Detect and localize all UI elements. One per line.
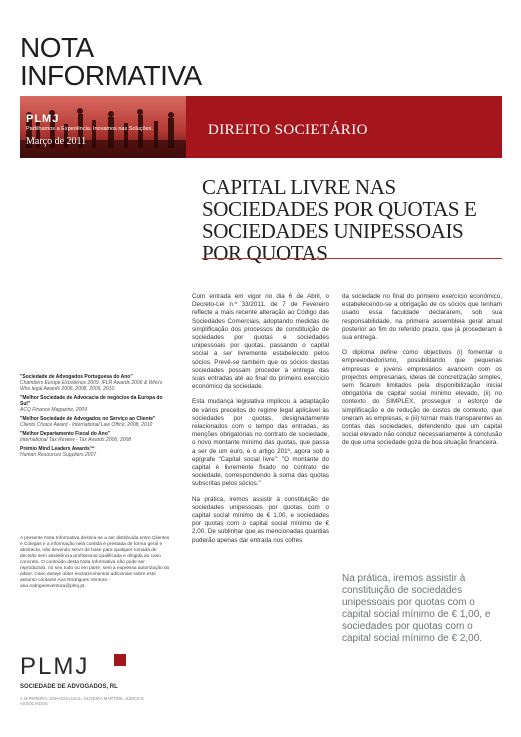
- award-title: "Melhor Departamento Fiscal do Ano": [20, 431, 111, 437]
- body-paragraph: O diploma define como objectivos (i) fomentar o empreendedorismo, possibilitando que pequenas empresas e jovens empresários avancem com os projectos empresariais, ideias de concretização simples, sem ficarem limitados pela disponibilização inicial obrigatória de capital social mínimo elevado, (ii) no contexto do SIMPLEX, prosseguir o esforço de simplificação e de redução de custos de contexto, que oneram as empresas, e (iii) tornar mais transparentes as contas das sociedades, defendendo que um capital social elevado não conduz necessariamente à conclusão de que uma sociedade goza de boa situação financeira.: [342, 349, 502, 447]
- award-item: [20, 416, 170, 428]
- body-column-2: [342, 293, 502, 455]
- award-item: [20, 374, 170, 392]
- body-paragraph: Na prática, iremos assistir à constituição de sociedades unipessoais por quotas com o capital social mínimo de € 1,00, e sociedades por quotas com o capital social mínimo de € 2,00. De sublinhar que as mencionadas quantias poderão apenas dar entrada nos cofres: [192, 495, 329, 544]
- award-item: [20, 431, 170, 443]
- page-title-line2: INFORMATIVA: [20, 60, 202, 91]
- body-paragraph: da sociedade no final do primeiro exercício económico, estabelecendo-se a obrigação de os sócios que tenham usado essa faculdade declararem, sob sua responsabilidade, na primeira assembleia geral anual posterior ao fim do referido prazo, que já procederam à sua entrega.: [342, 293, 502, 342]
- award-title: "Melhor Sociedade de Advogados no Serviço ao Cliente": [20, 416, 156, 422]
- pull-quote: Na prática, iremos assistir à constituição de sociedades unipessoais por quotas com o capital social mínimo de € 1,00, e sociedades por quotas com o capital social mínimo de € 2,00.: [342, 573, 491, 644]
- award-source: Clients Choice Award - International Law Office, 2008, 2010: [20, 422, 153, 428]
- award-title: Prémio Mind Leaders Awards™: [20, 446, 95, 452]
- page-title: [20, 34, 202, 90]
- award-source: International Tax Review - Tax Awards 2006, 2008: [20, 437, 132, 443]
- award-item: [20, 446, 170, 458]
- footer-logo-mark: [114, 654, 126, 666]
- banner-brand: [26, 113, 196, 147]
- headline-divider: [202, 258, 502, 259]
- award-title: "Melhor Sociedade de Advocacia de negócios da Europa do Sul": [20, 395, 163, 407]
- brand-slogan: Partilhamos a Experiência. Inovamos nas Soluções.: [26, 126, 153, 132]
- footer-partners: A.M.PEREIRA, SÁRAGGA LEAL, OLIVEIRA MARTINS, JÚDICE E ASSOCIADOS: [20, 696, 144, 706]
- section-label: DIREITO SOCIETÁRIO: [208, 122, 368, 138]
- award-source: Chambers Europe Excellence 2009, IFLR Awards 2006 & Who's Who legal Awards 2006, 2008, 2009, 2010: [20, 380, 163, 392]
- award-source: Human Resources Suppliers 2007: [20, 452, 97, 458]
- disclaimer: A presente Nota Informativa destina-se a ser distribuída entre Clientes e Colegas e a informação nela contida é prestada de forma geral e abstracta, não devendo servir de base para qualquer tomada de decisão sem assistência profissional qualificada e dirigida ao caso concreto. O conteúdo desta Nota Informativa não pode ser reproduzido, no seu todo ou em parte, sem a expressa autorização do editor. Caso deseje obter esclarecimentos adicionais sobre este assunto contacte Ana Rodrigues Ventura - ana.rodriguesventura@plmj.pt.: [20, 536, 170, 589]
- headline: CAPITAL LIVRE NAS SOCIEDADES POR QUOTAS E SOCIEDADES UNIPESSOAIS POR QUOTAS: [202, 175, 477, 265]
- body-column-1: [192, 293, 329, 552]
- footer-firm-name: SOCIEDADE DE ADVOGADOS, RL: [20, 684, 118, 690]
- brand-name: PLMJ: [26, 113, 60, 125]
- issue-date: Março de 2011: [26, 136, 87, 147]
- award-item: [20, 395, 170, 413]
- awards-list: [20, 374, 170, 461]
- footer-logo: PLMJ: [20, 653, 90, 680]
- body-paragraph: Esta mudança legislativa implicou a adaptação de vários preceitos do regime legal aplicável às sociedades por quotas, designadamente relacionados com o tempo das entradas, as menções obrigatórias no contrato de sociedade, o novo montante mínimo das quotas, que passa a ser de um euro, e o artigo 201º, agora sob a epígrafe "Capital social livre": "O montante do capital é livremente fixado no contrato de sociedade, correspondendo à soma das quotas subscritas pelos sócios.": [192, 398, 329, 488]
- award-title: "Sociedade de Advogados Portuguesa do Ano": [20, 374, 133, 380]
- body-paragraph: Com entrada em vigor no dia 6 de Abril, o Decreto-Lei n.º 33/2011, de 7 de Fevereiro reflecte a mais recente alteração ao Código das Sociedades Comerciais, adoptando medidas de simplificação dos processos de constituição de sociedades por quotas e sociedades unipessoais por quotas, passando o capital social a ser livremente estabelecido pelos sócios. Prevê-se também que os sócios destas sociedades possam proceder à entrega das suas entradas até ao final do primeiro exercício económico da sociedade.: [192, 293, 329, 391]
- award-source: ACQ Finance Magazine, 2009: [20, 407, 87, 413]
- page-title-line1: NOTA: [20, 32, 94, 63]
